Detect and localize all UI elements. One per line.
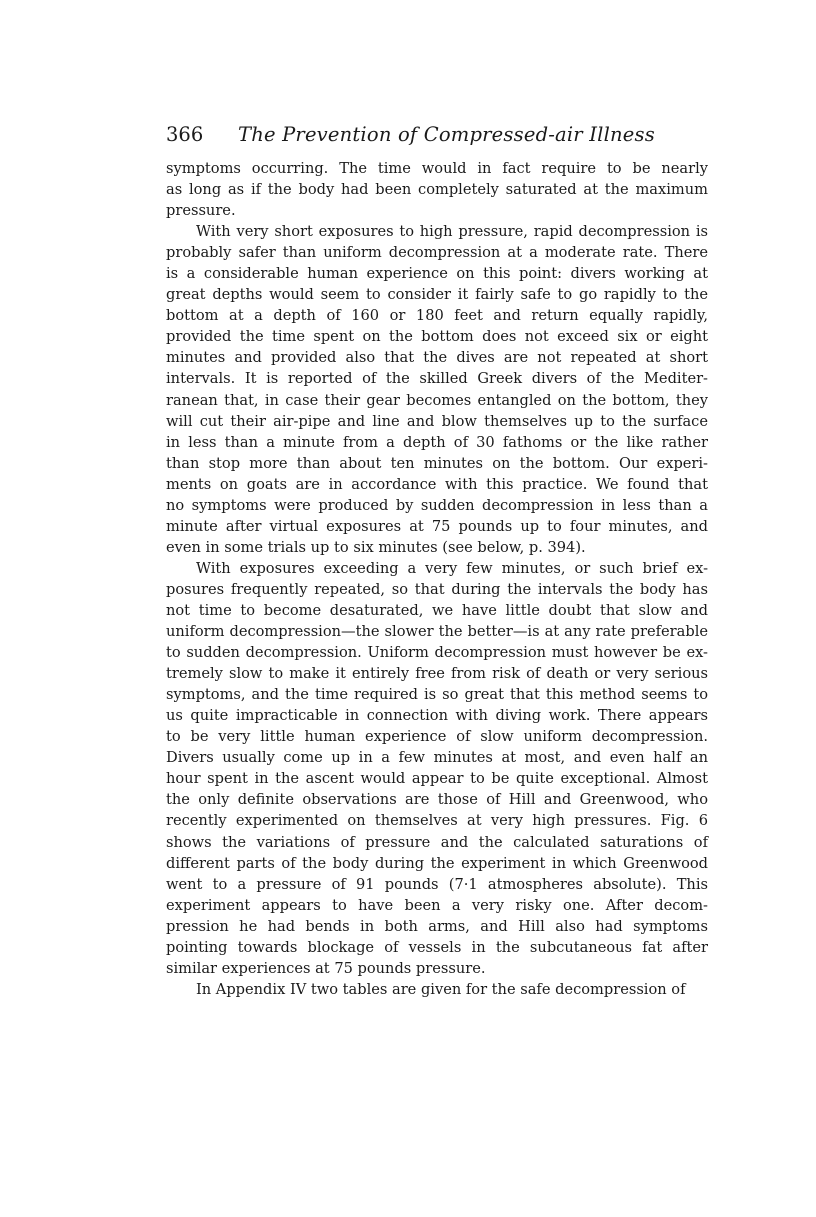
text-line: went to a pressure of 91 pounds (7·1 atmospheres absolute). This — [166, 875, 708, 893]
paragraph — [166, 158, 708, 221]
text-line: recently experimented on themselves at very high pressures. Fig. 6 — [166, 812, 708, 830]
text-line: With exposures exceeding a very few minutes, or such brief ex- — [196, 559, 708, 577]
text-line: provided the time spent on the bottom does not exceed six or eight — [166, 328, 708, 346]
text-line: even in some trials up to six minutes (see below, p. 394). — [166, 538, 586, 556]
text-line: pression he had bends in both arms, and Hill also had symptoms — [166, 917, 708, 935]
text-line: probably safer than uniform decompression at a moderate rate. There — [166, 244, 708, 262]
running-title: The Prevention of Compressed-air Illness — [238, 123, 655, 146]
text-line: ranean that, in case their gear becomes entangled on the bottom, they — [166, 391, 708, 409]
text-line: bottom at a depth of 160 or 180 feet and return equally rapidly, — [166, 307, 708, 325]
text-line: minute after virtual exposures at 75 pounds up to four minutes, and — [166, 517, 708, 535]
text-line: symptoms, and the time required is so great that this method seems to — [166, 686, 708, 704]
text-line: pressure. — [166, 202, 236, 220]
body-text — [166, 158, 708, 1000]
book-page — [166, 118, 708, 1000]
text-line: than stop more than about ten minutes on the bottom. Our experi- — [166, 454, 708, 472]
text-line: tremely slow to make it entirely free from risk of death or very serious — [166, 665, 708, 683]
text-line: not time to become desaturated, we have little doubt that slow and — [166, 601, 708, 619]
paragraph — [166, 558, 708, 979]
text-line: hour spent in the ascent would appear to be quite exceptional. Almost — [166, 770, 708, 788]
paragraph — [166, 979, 708, 1000]
text-line: intervals. It is reported of the skilled Greek divers of the Mediter- — [166, 370, 708, 388]
text-line: no symptoms were produced by sudden decompression in less than a — [166, 496, 708, 514]
text-line: is a considerable human experience on this point: divers working at — [166, 265, 708, 283]
text-line: as long as if the body had been completely saturated at the maximum — [166, 181, 708, 199]
text-line: pointing towards blockage of vessels in the subcutaneous fat after — [166, 938, 708, 956]
page-number: 366 — [166, 123, 204, 146]
text-line: symptoms occurring. The time would in fact require to be nearly — [166, 160, 708, 177]
text-line: us quite impracticable in connection with diving work. There appears — [166, 707, 708, 725]
text-line: ments on goats are in accordance with this practice. We found that — [166, 475, 708, 493]
text-line: Divers usually come up in a few minutes at most, and even half an — [166, 749, 708, 767]
text-line: posures frequently repeated, so that during the intervals the body has — [166, 580, 708, 598]
text-line: in less than a minute from a depth of 30 fathoms or the like rather — [166, 433, 708, 451]
text-line: to sudden decompression. Uniform decompression must however be ex- — [166, 644, 708, 662]
text-line: similar experiences at 75 pounds pressure. — [166, 959, 486, 977]
text-line: the only definite observations are those of Hill and Greenwood, who — [166, 791, 708, 809]
text-line: With very short exposures to high pressure, rapid decompression is — [196, 223, 708, 241]
running-head — [166, 118, 708, 152]
text-line: to be very little human experience of slow uniform decompression. — [166, 728, 708, 746]
text-line: different parts of the body during the experiment in which Greenwood — [166, 854, 708, 872]
text-line: will cut their air-pipe and line and blow themselves up to the surface — [166, 412, 708, 430]
text-line: shows the variations of pressure and the calculated saturations of — [166, 833, 708, 851]
paragraph — [166, 221, 708, 558]
text-line: In Appendix IV two tables are given for the safe decompression of — [196, 980, 686, 998]
text-line: experiment appears to have been a very risky one. After decom- — [166, 896, 708, 914]
text-line: uniform decompression—the slower the better—is at any rate preferable — [166, 623, 708, 641]
text-line: minutes and provided also that the dives are not repeated at short — [166, 349, 708, 367]
text-line: great depths would seem to consider it fairly safe to go rapidly to the — [166, 286, 708, 304]
